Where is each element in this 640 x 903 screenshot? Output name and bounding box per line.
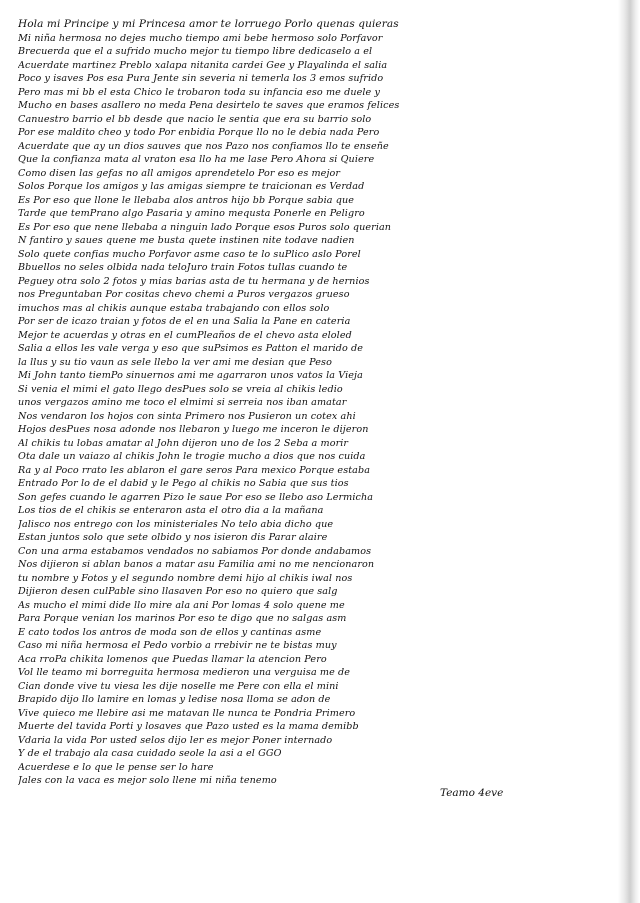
page-edge-shadow: [618, 0, 640, 903]
letter-line: imuchos mas al chikis aunque estaba trabajando con ellos solo: [18, 302, 330, 314]
letter-line: Peguey otra solo 2 fotos y mias barias asta de tu hermana y de hernios: [18, 275, 370, 287]
letter-line: Como disen las gefas no all amigos aprendetelo Por eso es mejor: [18, 167, 341, 179]
letter-line: Mejor te acuerdas y otras en el cumPleaños de el chevo asta eloled: [18, 329, 352, 341]
letter-line: Solos Porque los amigos y las amigas siempre te traicionan es Verdad: [18, 181, 365, 192]
letter-line: Hola mi Principe y mi Princesa amor te lorruego Porlo quenas quieras: [18, 18, 399, 30]
letter-line: Por ese maldito cheo y todo Por enbidia Porque llo no le debia nada Pero: [18, 127, 380, 138]
letter-line: Nos vendaron los hojos con sinta Primero nos Pusieron un cotex ahi: [18, 410, 356, 422]
letter-line: Aca rroPa chikita lomenos que Puedas llamar la atencion Pero: [18, 653, 327, 665]
letter-line: Poco y isaves Pos esa Pura Jente sin severia ni temerla los 3 emos sufrido: [18, 73, 384, 84]
letter-line: Mi John tanto tiemPo sinuernos ami me agarraron unos vatos la Vieja: [18, 370, 363, 381]
letter-line: Para Porque venian los marinos Por eso te digo que no salgas asm: [18, 613, 347, 624]
letter-line: Cian donde vive tu viesa les dije noselle me Pere con ella el mini: [18, 680, 339, 692]
letter-line: Acuerdese e lo que le pense ser lo hare: [18, 761, 214, 773]
letter-line: Ra y al Poco rrato les ablaron el gare seros Para mexico Porque estaba: [18, 464, 371, 476]
letter-line: Vive quieco me llebire asi me matavan lle nunca te Pondria Primero: [18, 707, 356, 719]
letter-line: la llus y su tio vaun as sele llebo la ver ami me desian que Peso: [18, 356, 332, 368]
letter-line: Jales con la vaca es mejor solo llene mi niña tenemo: [18, 775, 277, 786]
letter-line: Salia a ellos les vale verga y eso que suPsimos es Patton el marido de: [18, 343, 364, 354]
letter-line: Pero mas mi bb el esta Chico le trobaron toda su infancia eso me duele y: [18, 86, 380, 98]
handwritten-letter: [18, 18, 618, 868]
letter-line: Acuerdate que ay un dios sauves que nos Pazo nos confiamos llo te enseñe: [18, 140, 389, 152]
letter-line: Canuestro barrio el bb desde que nacio le sentia que era su barrio solo: [18, 113, 372, 125]
letter-line: Vol lle teamo mi borreguita hermosa medieron una verguisa me de: [18, 667, 351, 678]
letter-line: tu nombre y Fotos y el segundo nombre demi hijo al chikis iwal nos: [18, 572, 353, 584]
letter-line: Que la confianza mata al vraton esa llo ha me lase Pero Ahora si Quiere: [18, 154, 375, 165]
letter-line: Es Por eso que nene llebaba a ninguin lado Porque esos Puros solo querian: [18, 221, 392, 233]
letter-line: Brecuerda que el a sufrido mucho mejor tu tiempo libre dedicaselo a el: [18, 46, 373, 57]
letter-line: nos Preguntaban Por cositas chevo chemi a Puros vergazos grueso: [18, 289, 350, 300]
letter-line: Si venia el mimi el gato llego desPues solo se vreia al chikis ledio: [18, 383, 343, 395]
letter-line: Tarde que temPrano algo Pasaria y amino mequsta Ponerle en Peligro: [18, 208, 365, 219]
letter-line: Solo quete confias mucho Porfavor asme caso te lo suPlico aslo Porel: [18, 248, 361, 260]
letter-line: Mi niña hermosa no dejes mucho tiempo ami bebe hermoso solo Porfavor: [18, 32, 383, 44]
letter-line: Y de el trabajo ala casa cuidado seole la asi a el GGO: [18, 748, 282, 759]
letter-line: E cato todos los antros de moda son de ellos y cantinas asme: [18, 626, 322, 638]
letter-line: Ota dale un vaiazo al chikis John le trogie mucho a dios que nos cuida: [18, 451, 366, 462]
letter-line: Brapido dijo llo lamire en lomas y ledise nosa lloma se adon de: [18, 694, 331, 705]
letter-signature: Teamo 4eve: [440, 787, 504, 799]
letter-line: Estan juntos solo que sete olbido y nos isieron dis Parar alaire: [18, 532, 328, 543]
letter-line: Acuerdate martinez Preblo xalapa nitanita cardei Gee y Playalinda el salia: [18, 59, 388, 71]
letter-line: Es Por eso que llone le llebaba alos antros hijo bb Porque sabia que: [18, 194, 355, 206]
letter-line: Por ser de icazo traian y fotos de el en una Salia la Pane en cateria: [18, 316, 351, 327]
letter-line: Jalisco nos entrego con los ministeriales No telo abia dicho que: [18, 518, 334, 530]
letter-line: Caso mi niña hermosa el Pedo vorbio a rrebivir ne te bistas muy: [18, 640, 337, 651]
letter-line: Dijieron desen culPable sino llasaven Por eso no quiero que salg: [18, 586, 338, 597]
letter-line: Los tios de el chikis se enteraron asta el otro dia a la mañana: [18, 505, 324, 516]
letter-line: Son gefes cuando le agarren Pizo le saue Por eso se llebo aso Lermicha: [18, 491, 374, 503]
letter-line: unos vergazos amino me toco el elmimi si serreia nos iban amatar: [18, 397, 347, 408]
letter-line: Vdaria la vida Por usted selos dijo ler es mejor Poner internado: [18, 734, 333, 746]
letter-line: Nos dijieron si ablan banos a matar asu Familia ami no me nencionaron: [18, 559, 375, 570]
letter-line: Mucho en bases asallero no meda Pena desirtelo te saves que eramos felices: [18, 100, 400, 111]
letter-line: Con una arma estabamos vendados no sabiamos Por donde andabamos: [18, 545, 372, 557]
letter-line: Bbuellos no seles olbida nada teloJuro train Fotos tullas cuando te: [18, 262, 348, 273]
letter-line: Al chikis tu lobas amatar al John dijeron uno de los 2 Seba a morir: [18, 437, 349, 449]
letter-line: As mucho el mimi dide llo mire ala ani Por lomas 4 solo quene me: [18, 599, 345, 611]
letter-line: N fantiro y saues quene me busta quete instinen nite todave nadien: [18, 235, 355, 246]
letter-line: Entrado Por lo de el dabid y le Pego al chikis no Sabia que sus tios: [18, 478, 349, 489]
letter-line: Muerte del tavida Porti y losaves que Pazo usted es la mama demibb: [18, 721, 359, 732]
letter-line: Hojos desPues nosa adonde nos llebaron y luego me inceron le dijeron: [18, 424, 369, 435]
